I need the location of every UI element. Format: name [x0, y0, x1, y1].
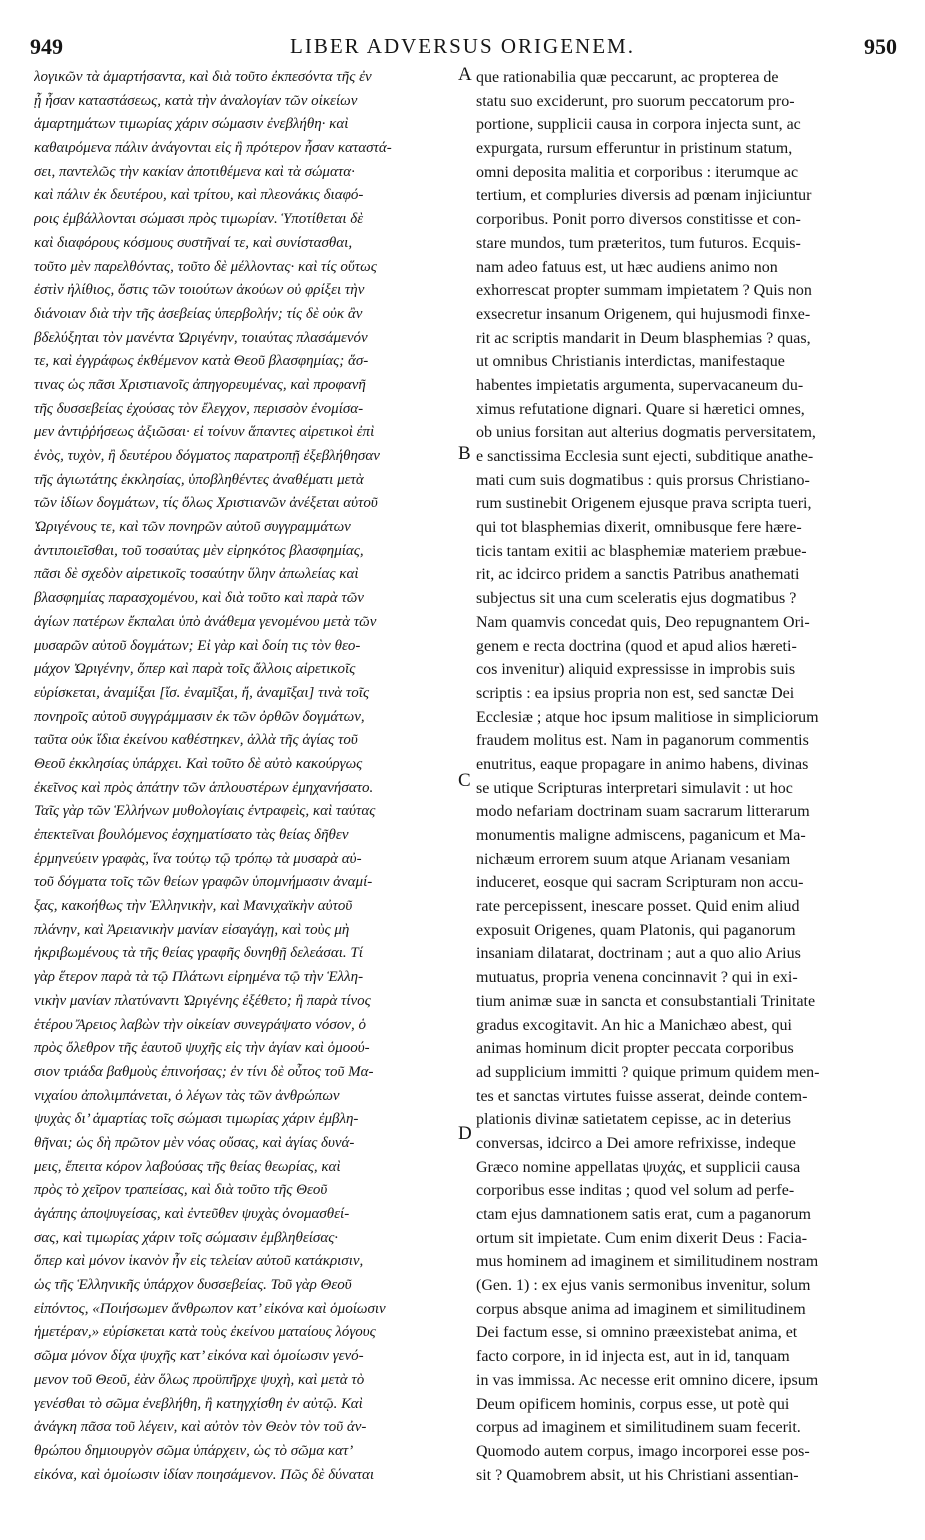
latin-text-line: e sanctissima Ecclesia sunt ejecti, subditique anathe- [476, 448, 814, 465]
latin-text-line: tium animæ suæ in sancta et consubstantiali Trinitate [476, 992, 816, 1010]
latin-text-line: ad supplicium immitti ? quique primum quidem men- [476, 1063, 820, 1081]
greek-text-line: θῆναι; ὡς δὴ πρῶτον μὲν νόας οὔσας, καὶ ἁγίας δυνά- [34, 1134, 355, 1151]
latin-text-line: insaniam dilatarat, doctrinam ; aut a quo alio Arius [476, 945, 801, 963]
greek-text-line: πᾶσι δὲ σχεδὸν αἱρετικοῖς τοσαύτην ὕλην ἀπωλείας καὶ [34, 566, 359, 583]
greek-text-line: σει, παντελῶς τὴν κακίαν ἀποτιθέμενα καὶ τὰ σώματα· [34, 163, 355, 180]
page-number-right: 950 [864, 34, 897, 59]
latin-text-line: monumentis maligne admiscens, paganicum et Ma- [476, 827, 806, 844]
greek-text-line: ἐπεκτεῖναι βουλόμενος ἐσχηματίσατο τὰς θείας δῆθεν [34, 827, 349, 843]
greek-text-line: ροις ἐμβάλλονται σώμασι πρὸς τιμωρίαν. Ὑποτίθεται δὲ [34, 211, 364, 228]
latin-text-line: mutuatus, propria venena concinnavit ? qui in exi- [476, 969, 798, 987]
greek-text-line: τε, καὶ ἐγγράφως ἐκθέμενον κατὰ Θεοῦ βλασφημίας; ἅσ- [34, 353, 369, 370]
latin-text-line: Dei factum esse, si omnino præexistebat anima, et [476, 1324, 798, 1342]
greek-text-line: εἰκόνα, καὶ ὁμοίωσιν ἰδίαν ποιησάμενον. Πῶς δὲ δύναται [34, 1466, 374, 1483]
section-marker-c: C [458, 770, 471, 791]
latin-text-line: induceret, eosque qui sacram Scripturam non accu- [476, 874, 804, 892]
greek-text-line: ἑρμηνεύειν γραφὰς, ἵνα τούτῳ τῷ τρόπῳ τὰ μυσαρὰ αὐ- [34, 850, 362, 867]
latin-text-line: nichæum errorem suum atque Arianam vesaniam [476, 850, 791, 868]
latin-text-line: ut omnibus Christianis interdictas, manifestaque [476, 353, 785, 371]
greek-text-line: λογικῶν τὰ ἁμαρτήσαντα, καὶ διὰ τοῦτο ἐκπεσόντα τῆς ἐν [34, 69, 372, 85]
latin-text-line: tertium, et compluries diversis ad pœnam injiciuntur [476, 187, 812, 205]
latin-text-line: se utique Scripturas interpretari simulavit : ut hoc [476, 779, 793, 797]
latin-text-line: ob unius forsitan aut alterius dogmatis perversitatem, [476, 424, 816, 442]
latin-text-column [476, 66, 896, 1487]
running-title: LIBER ADVERSUS ORIGENEM. [290, 34, 635, 58]
greek-text-line: βδελύξηται τὸν μανέντα Ὠριγένην, τοιαύτας πλασάμενόν [34, 329, 368, 346]
greek-text-line: γὰρ ἕτερον παρὰ τὰ τῷ Πλάτωνι εἰρημένα τῷ τὴν Ἑλλη- [34, 969, 364, 986]
greek-text-line: εἰπόντος, «Ποιήσωμεν ἄνθρωπον κατ’ εἰκόνα καὶ ὁμοίωσιν [34, 1300, 386, 1317]
latin-text-line: omni deposita malitia et corporibus : iterumque ac [476, 163, 799, 181]
greek-text-line: Ταῖς γὰρ τῶν Ἑλλήνων μυθολογίαις ἐντραφεὶς, καὶ ταύτας [34, 803, 376, 820]
greek-text-line: τινας ὡς πᾶσι Χριστιανοῖς ἀπηγορευμένας, καὶ προφανῆ [34, 376, 366, 393]
latin-text-line: genem e recta doctrina (quod et apud alios hæreti- [476, 637, 797, 655]
greek-text-line: πρὸς τὸ χεῖρον τραπείσας, καὶ διὰ τοῦτο τῆς Θεοῦ [34, 1182, 328, 1199]
greek-text-line: ταῦτα οὐκ ἴδια ἐκείνου καθέστηκεν, ἀλλὰ τῆς ἁγίας τοῦ [34, 732, 358, 749]
latin-text-line: rit ac scriptis mandarit in Deum blasphemias ? quas, [476, 329, 811, 347]
latin-text-line: ctam ejus damnationem satis erat, cum a paganorum [476, 1206, 811, 1223]
latin-text-line: Quomodo autem corpus, imago incorporei esse pos- [476, 1442, 810, 1460]
greek-text-line: ἁγίων πατέρων ἔκπαλαι ὑπὸ ἀνάθεμα γενομένου μετὰ τῶν [34, 613, 377, 630]
latin-text-line: corporibus esse inditas ; quod vel solum ad perfe- [476, 1182, 795, 1200]
latin-text-line: rit, ac idcirco pridem a sanctis Patribus anathemati [476, 566, 800, 584]
latin-text-line: stare mundos, tum præteritos, tum futuros. Ecquis- [476, 234, 801, 252]
greek-text-line: καὶ πάλιν ἐκ δευτέρου, καὶ τρίτου, καὶ πλεονάκις διαφό- [34, 187, 364, 204]
greek-text-line: τῆς δυσσεβείας ἐχούσας τὸν ἔλεγχον, περισσὸν ἐνομίσα- [34, 400, 364, 417]
greek-text-line: γενέσθαι τὸ σῶμα ἐνεβλήθη, ἢ κατηγχίσθη ἐν αὐτῷ. Καὶ [34, 1395, 363, 1412]
greek-text-line: τοῦτο μὲν παρελθόντας, τοῦτο δὲ μέλλοντας· καὶ τίς οὕτως [34, 258, 377, 275]
greek-text-line: σῶμα μόνον δίχα ψυχῆς κατ’ εἰκόνα καὶ ὁμοίωσιν γενό- [34, 1348, 364, 1365]
greek-text-line: μάχον Ὠριγένην, ὅπερ καὶ παρὰ τοῖς ἄλλοις αἱρετικοῖς [34, 661, 356, 678]
latin-text-line: statu suo exciderunt, pro suorum peccatorum pro- [476, 92, 795, 110]
latin-text-line: gradus excogitavit. An hic a Manichæo abest, qui [476, 1016, 792, 1034]
latin-text-line: modo nefariam doctrinam suam sacrarum litterarum [476, 803, 810, 821]
latin-text-line: rum sustinebit Origenem ejusque prava scripta tueri, [476, 495, 812, 513]
section-marker-b: B [458, 443, 471, 464]
greek-text-line: τοῦ δόγματα τοῖς τῶν θείων γραφῶν ὑπομνήμασιν ἀναμί- [34, 874, 373, 891]
greek-text-line: νιχαίου ἀπολιμπάνεται, ὁ λέγων τὰς τῶν ἀνθρώπων [34, 1087, 340, 1104]
latin-text-line: mati cum suis dogmatibus : quis prorsus Christiano- [476, 471, 810, 489]
greek-text-line: πρὸς ὄλεθρον τῆς ἑαυτοῦ ψυχῆς εἰς τὴν ἁγίαν καὶ ὁμοού- [34, 1040, 370, 1057]
greek-text-line: βλασφημίας παρασχομένου, καὶ διὰ τοῦτο καὶ παρὰ τῶν [34, 590, 364, 607]
latin-text-line: Nam quamvis concedat quis, Deo repugnantem Ori- [476, 613, 810, 631]
greek-text-line: θρώπου δημιουργὸν σῶμα ὑπάρχειν, ὡς τὸ σῶμα κατ’ [34, 1442, 354, 1459]
latin-text-line: corpus absque anima ad imaginem et similitudinem [476, 1300, 806, 1318]
latin-text-line: Græco nomine appellatas ψυχάς, et supplicii causa [476, 1158, 801, 1176]
latin-text-line: exsecretur insanum Origenem, qui hujusmodi finxe- [476, 305, 811, 323]
latin-text-line: animas hominum dicit propter peccata corporibus [476, 1040, 794, 1058]
greek-text-line: ἑτέρου Ἄρειος λαβὼν τὴν οἰκείαν συνεγράψατο νόσον, ὁ [34, 1016, 366, 1033]
latin-text-line: qui tot blasphemias dixerit, omnibusque fere hære- [476, 519, 802, 537]
greek-text-line: καὶ διαφόρους κόσμους συστῆναί τε, καὶ συνίστασθαι, [34, 234, 353, 251]
latin-text-line: scriptis : ea ipsius propria non est, sed sanctæ Dei [476, 684, 795, 702]
greek-text-line: μεις, ἔπειτα κόρον λαβούσας τῆς θείας θεωρίας, καὶ [34, 1158, 341, 1175]
greek-text-line: ἁμαρτημάτων τιμωρίας χάριν σώμασιν ἐνεβλήθη· καὶ [34, 116, 349, 133]
greek-text-line: ἀνάγκη πᾶσα τοῦ λέγειν, καὶ αὐτὸν τὸν Θεὸν τὸν τοῦ ἀν- [34, 1419, 367, 1436]
latin-text-line: Deum opificem hominis, corpus esse, ut potè qui [476, 1395, 790, 1413]
latin-text-line: rate percepissent, inescare posset. Quid enim aliud [476, 898, 800, 916]
greek-text-line: μεν ἀντιῤῥήσεως ἀξιῶσαι· εἰ τοίνυν ἅπαντες αἱρετικοὶ ἐπὶ [34, 424, 375, 441]
latin-text-line: habentes impietatis argumenta, supervacaneum du- [476, 376, 804, 394]
greek-text-line: τῶν ἰδίων δογμάτων, τίς ὅλως Χριστιανῶν ἀνέξεται αὐτοῦ [34, 495, 378, 512]
greek-text-line: ψυχὰς δι’ ἁμαρτίας τοῖς σώμασι τιμωρίας χάριν ἐμβλη- [34, 1111, 359, 1128]
latin-text-line: exposuit Origenes, quam Platonis, qui paganorum [476, 921, 796, 939]
latin-text-line: facto corpore, in id injecta est, aut in id, tanquam [476, 1348, 790, 1366]
latin-text-line: plationis divinæ satietatem cepisse, ac in deterius [476, 1111, 792, 1129]
greek-text-line: εὑρίσκεται, ἀναμίξαι [ἴσ. ἐναμῖξαι, ἤ, ἀναμῖξαι] τινὰ τοῖς [34, 684, 370, 701]
greek-text-line: ξας, κακοήθως τὴν Ἑλληνικὴν, καὶ Μανιχαϊκὴν αὐτοῦ [34, 898, 353, 915]
greek-text-column [34, 66, 462, 1487]
latin-text-line: subjectus sit una cum sceleratis ejus dogmatibus ? [476, 590, 797, 608]
latin-text-line: tes et sanctas virtutes fuisse asserat, deinde contem- [476, 1087, 808, 1105]
latin-text-line: exhorrescat propter summam impietatem ? Quis non [476, 282, 812, 300]
greek-text-line: νικὴν μανίαν πλατύναντι Ὠριγένης ἐξέθετο; ἢ παρὰ τίνος [34, 992, 371, 1009]
latin-text-line: (Gen. 1) : ex ejus vanis sermonibus invenitur, solum [476, 1277, 811, 1295]
latin-text-line: enutritus, eaque propagare in animo habens, divinas [476, 755, 809, 773]
latin-text-line: conversas, idcirco a Dei amore refrixisse, indeque [476, 1134, 796, 1152]
greek-text-line: τῆς ἁγιωτάτης ἐκκλησίας, ὑποβληθέντες ἀναθέματι μετὰ [34, 471, 364, 488]
latin-text-line: que rationabilia quæ peccarunt, ac propterea de [476, 69, 779, 86]
greek-text-line: ἀγάπης ἀποψυγείσας, καὶ ἐντεῦθεν ψυχὰς ὀνομασθεί- [34, 1206, 350, 1222]
greek-text-line: ἑνὸς, τυχὸν, ἢ δευτέρου δόγματος παρατροπῇ ἐξεβλήθησαν [34, 448, 380, 464]
greek-text-line: μυσαρῶν αὐτοῦ δογμάτων; Εἰ γὰρ καὶ δοίη τις τὸν θεο- [34, 637, 361, 654]
section-marker-a: A [458, 64, 472, 85]
greek-text-line: ἐκεῖνος καὶ πρὸς ἀπάτην τῶν ἁπλουστέρων ἐμηχανήσατο. [34, 779, 374, 796]
latin-text-line: portione, supplicii causa in corpora injecta sunt, ac [476, 116, 801, 134]
greek-text-line: διάνοιαν διὰ τὴν τῆς ἀσεβείας ὑπερβολήν; τίς δὲ οὐκ ἂν [34, 305, 363, 322]
greek-text-line: πλάνην, καὶ Ἀρειανικὴν μανίαν εἰσαγάγῃ, καὶ τοὺς μὴ [34, 921, 350, 938]
latin-text-line: nam adeo fatuus est, ut hæc audiens animo non [476, 258, 778, 276]
latin-text-line: sit ? Quamobrem absit, ut his Christiani assentian- [476, 1466, 799, 1484]
greek-text-line: ἡμετέραν,» εὑρίσκεται κατὰ τοὺς ἐκείνου ματαίους λόγους [34, 1324, 376, 1341]
greek-text-line: μενον τοῦ Θεοῦ, ἐὰν ὅλως προϋπῆρχε ψυχὴ, καὶ μετὰ τὸ [34, 1371, 365, 1388]
latin-text-line: cos invenitur) aliquid expressisse in improbis suis [476, 661, 796, 679]
greek-text-line: Θεοῦ ἐκκλησίας ὑπάρχει. Καὶ τοῦτο δὲ αὐτὸ κακούργως [34, 755, 363, 772]
greek-text-line: ὅπερ καὶ μόνον ἱκανὸν ἦν εἰς τελείαν αὐτοῦ κατάκρισιν, [34, 1253, 364, 1270]
latin-text-line: Ecclesiæ ; atque hoc ipsum malitiose in simpliciorum [476, 708, 819, 726]
latin-text-line: in vas immissa. Ac necesse erit omnino dicere, ipsum [476, 1371, 819, 1389]
greek-text-line: Ὠριγένους τε, καὶ τῶν πονηρῶν αὐτοῦ συγγραμμάτων [34, 519, 351, 536]
latin-text-line: ximus refutatione dignari. Quare si hæretici omnes, [476, 400, 805, 418]
greek-text-line: πονηροῖς αὐτοῦ συγγράμμασιν ἐκ τῶν ὀρθῶν δογμάτων, [34, 708, 365, 725]
greek-text-line: ὡς τῆς Ἑλληνικῆς ὑπάρχον δυσσεβείας. Τοῦ γὰρ Θεοῦ [34, 1277, 352, 1294]
greek-text-line: ἠκριβωμένους τὰ τῆς θείας γραφῆς δυνηθῇ δελεάσαι. Τί [34, 945, 363, 962]
latin-text-line: ticis tantam exitii ac blasphemiæ materiem præbue- [476, 542, 807, 560]
greek-text-line: ἀντιποιεῖσθαι, τοῦ τοσαύτας μὲν εἰρηκότος βλασφημίας, [34, 542, 364, 559]
latin-text-line: expurgata, rursum efferuntur in pristinum statum, [476, 140, 793, 158]
latin-text-line: fraudem molitus est. Nam in paganorum commentis [476, 732, 809, 750]
greek-text-line: καθαιρόμενα πάλιν ἀνάγονται εἰς ἣ πρότερον ἦσαν καταστά- [34, 140, 392, 157]
section-marker-d: D [458, 1123, 472, 1144]
latin-text-line: corporibus. Ponit porro diversos constitisse et con- [476, 211, 801, 229]
latin-text-line: ortum sit impietate. Cum enim dixerit Deus : Facia- [476, 1229, 808, 1247]
greek-text-line: σιον τριάδα βαθμοὺς ἐπινοήσας; ἐν τίνι δὲ οὗτος τοῦ Μα- [34, 1063, 374, 1080]
latin-text-line: mus hominem ad imaginem et similitudinem nostram [476, 1253, 819, 1271]
page-number-left: 949 [30, 34, 63, 59]
greek-text-line: ᾗ ἦσαν καταστάσεως, κατὰ τὴν ἀναλογίαν τῶν οἰκείων [34, 92, 358, 109]
greek-text-line: ἐστὶν ἠλίθιος, ὅστις τῶν τοιούτων ἀκούων οὐ φρίξει τὴν [34, 282, 365, 299]
latin-text-line: corpus ad imaginem et similitudinem suam fecerit. [476, 1419, 801, 1437]
greek-text-line: σας, καὶ τιμωρίας χάριν τοῖς σώμασιν ἐμβληθείσας· [34, 1229, 339, 1246]
